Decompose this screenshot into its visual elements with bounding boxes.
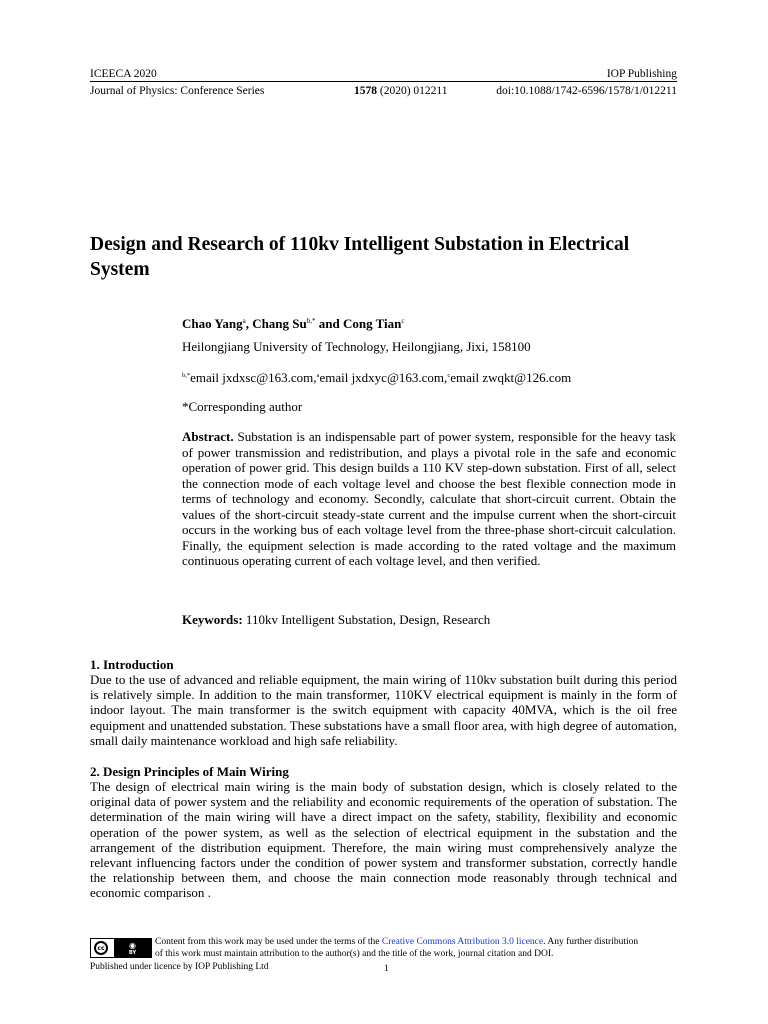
- abstract: [182, 429, 676, 569]
- volume-info: [354, 84, 447, 98]
- cc-icon: cc: [94, 941, 108, 955]
- license-link[interactable]: Creative Commons Attribution 3.0 licence: [381, 937, 544, 947]
- attribution-icon: [114, 939, 151, 957]
- author-separator: ,: [245, 316, 253, 331]
- author-separator: and: [315, 316, 343, 331]
- author-name: Chao Yang: [182, 316, 243, 331]
- by-label: BY: [128, 949, 137, 956]
- abstract-label: Abstract.: [182, 429, 234, 444]
- license-text-cont: . Any further distribution: [543, 937, 639, 947]
- abstract-text: Substation is an indispensable part of power system, responsible for the heavy task of power transmission and redistribution, and plays a pivotal role in the safe and economic operation of power grid. This design builds a 110 KV step-down substation. First of all, select the connection mode of each voltage level and choose the best flexible connection mode in terms of technology and economy. Secondly, calculate that short-circuit current. Obtain the values of the short-circuit steady-state current and the impulse current when the short-circuit occurs in the working bus of each voltage level from the three-phase short-circuit calculation. Finally, the equipment selection is made according to the rated voltage and the maximum continuous operating current of each voltage level, and then verified.: [182, 429, 676, 568]
- section-body-introduction: Due to the use of advanced and reliable equipment, the main wiring of 110kv substation built during this period is relatively simple. In addition to the main transformer, 110KV electrical equipment is mainly in the form of indoor layout. The main transformer is the switch equipment with capacity 40MVA, which is the oil free equipment and unattended substation. These substations have a small floor area, with high degree of automation, small daily maintenance workload and high safe reliability.: [90, 672, 677, 748]
- email-address: email jxdxsc@163.com,: [190, 370, 317, 385]
- keywords: [182, 612, 490, 628]
- page-number: 1: [384, 964, 389, 974]
- section-heading-introduction: 1. Introduction: [90, 657, 174, 672]
- doi: doi:10.1088/1742-6596/1578/1/012211: [496, 85, 677, 97]
- author-list: [182, 316, 405, 332]
- author-affil-mark: a: [242, 317, 246, 325]
- paper-title: Design and Research of 110kv Intelligent Substation in Electrical System: [90, 234, 630, 280]
- keywords-text: 110kv Intelligent Substation, Design, Research: [242, 612, 491, 627]
- license-notice: [155, 937, 677, 960]
- license-text-line2: of this work must maintain attribution to the author(s) and the title of the work, journal citation and DOI.: [155, 948, 554, 959]
- header-divider: [90, 81, 677, 82]
- email-line: [182, 368, 571, 386]
- corresponding-author-note: *Corresponding author: [182, 399, 303, 414]
- year-article: (2020) 012211: [377, 85, 448, 97]
- license-text: Content from this work may be used under the terms of the: [155, 937, 382, 947]
- conference-name: ICEECA 2020: [90, 68, 157, 80]
- cc-by-license-badge: [90, 938, 152, 958]
- author-name: Cong Tian: [342, 316, 402, 331]
- affiliation: Heilongjiang University of Technology, Heilongjiang, Jixi, 158100: [182, 339, 531, 354]
- section-body-main-wiring: The design of electrical main wiring is the main body of substation design, which is closely related to the original data of power system and the reliability and economic requirements of the operation of substation. The determination of the main wiring will have a direct impact on the safety, stability, flexibility and economic operation of the power system, as well as the selection of electrical equipment in the substation and the arrangement of the distribution equipment. Therefore, the main wiring must comprehensively analyze the relevant influencing factors under the condition of power system and transformer substation, correctly handle the relationship between them, and choose the main connection mode reasonably through technical and economic comparison .: [90, 779, 677, 901]
- email-mark: c: [447, 372, 451, 379]
- email-mark: b,*: [182, 372, 191, 379]
- journal-series: Journal of Physics: Conference Series: [90, 85, 265, 97]
- publisher-licence-note: Published under licence by IOP Publishing Ltd: [90, 962, 269, 972]
- author-name: Chang Su: [252, 316, 307, 331]
- email-mark: a: [316, 372, 320, 379]
- section-heading-main-wiring: 2. Design Principles of Main Wiring: [90, 764, 289, 779]
- publisher-name: IOP Publishing: [606, 68, 677, 80]
- person-icon: ◉: [129, 940, 136, 950]
- volume-number: 1578: [354, 85, 377, 97]
- email-address: email zwqkt@126.com: [450, 370, 572, 385]
- email-address: email jxdxyc@163.com,: [319, 370, 448, 385]
- author-affil-mark: b,*: [306, 317, 316, 325]
- author-affil-mark: c: [401, 317, 405, 325]
- keywords-label: Keywords:: [182, 612, 243, 627]
